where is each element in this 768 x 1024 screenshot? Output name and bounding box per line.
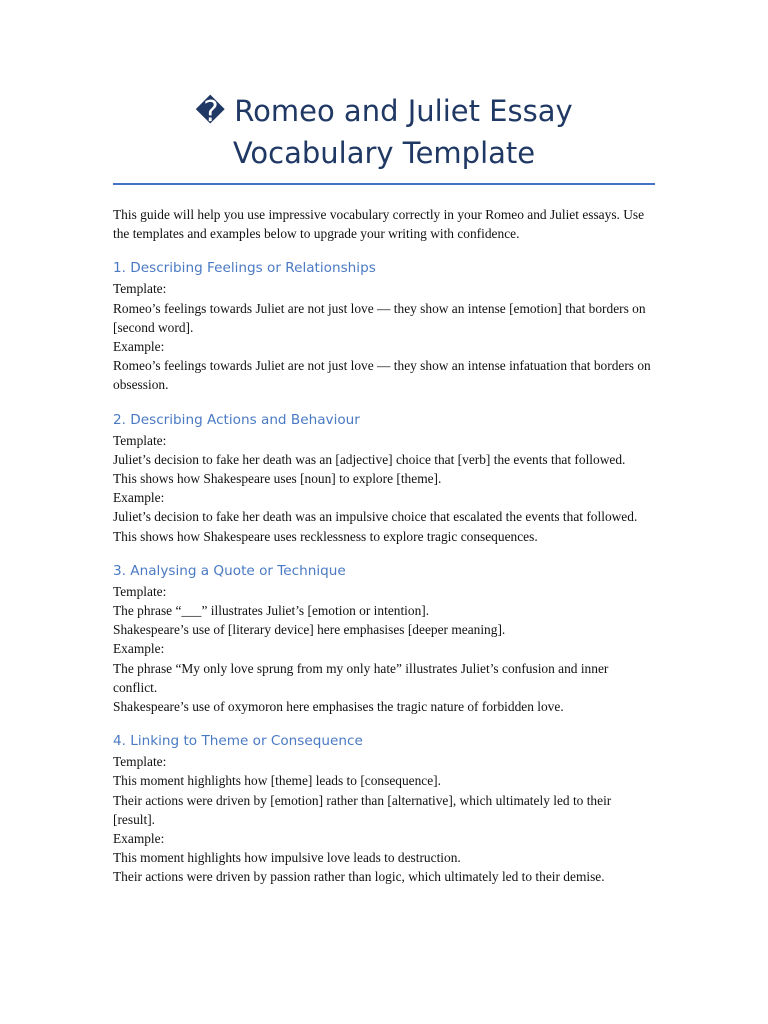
template-text: This moment highlights how [theme] leads to [consequence]. <box>113 773 441 789</box>
section-heading: 2. Describing Actions and Behaviour <box>113 411 360 428</box>
document-page <box>113 90 655 887</box>
example-label: Example: <box>113 641 165 657</box>
example-label: Example: <box>113 339 165 355</box>
page-title: � Romeo and Juliet Essay Vocabulary Template <box>113 90 655 185</box>
example-text: This shows how Shakespeare uses recklessness to explore tragic consequences. <box>113 528 538 544</box>
intro-paragraph: This guide will help you use impressive vocabulary correctly in your Romeo and Juliet essays. Use the templates and examples below to upgrade your writing with confidence. <box>113 207 645 242</box>
template-label: Template: <box>113 583 167 599</box>
example-text: Their actions were driven by passion rather than logic, which ultimately led to their demise. <box>113 869 605 885</box>
example-label: Example: <box>113 831 165 847</box>
example-label: Example: <box>113 490 165 506</box>
template-text: Romeo’s feelings towards Juliet are not just love — they show an intense [emotion] that borders on [second word]. <box>113 300 646 335</box>
template-text: Their actions were driven by [emotion] rather than [alternative], which ultimately led to their [result]. <box>113 792 612 827</box>
section-actions <box>113 410 655 546</box>
template-label: Template: <box>113 754 167 770</box>
section-theme <box>113 731 655 886</box>
section-quote <box>113 561 655 716</box>
example-text: The phrase “My only love sprung from my only hate” illustrates Juliet’s confusion and inner conflict. <box>113 660 609 695</box>
section-feelings <box>113 258 655 394</box>
example-text: This moment highlights how impulsive love leads to destruction. <box>113 850 461 866</box>
example-text: Juliet’s decision to fake her death was an impulsive choice that escalated the events that followed. <box>113 509 638 525</box>
template-text: Shakespeare’s use of [literary device] here emphasises [deeper meaning]. <box>113 622 506 638</box>
template-label: Template: <box>113 432 167 448</box>
section-heading: 1. Describing Feelings or Relationships <box>113 260 376 277</box>
example-text: Shakespeare’s use of oxymoron here emphasises the tragic nature of forbidden love. <box>113 699 564 715</box>
section-heading: 4. Linking to Theme or Consequence <box>113 733 363 750</box>
template-text: This shows how Shakespeare uses [noun] to explore [theme]. <box>113 471 442 487</box>
template-label: Template: <box>113 281 167 297</box>
section-heading: 3. Analysing a Quote or Technique <box>113 562 346 579</box>
template-text: The phrase “___” illustrates Juliet’s [emotion or intention]. <box>113 603 430 619</box>
example-text: Romeo’s feelings towards Juliet are not just love — they show an intense infatuation that borders on obsession. <box>113 358 651 393</box>
template-text: Juliet’s decision to fake her death was an [adjective] choice that [verb] the events that followed. <box>113 451 626 467</box>
